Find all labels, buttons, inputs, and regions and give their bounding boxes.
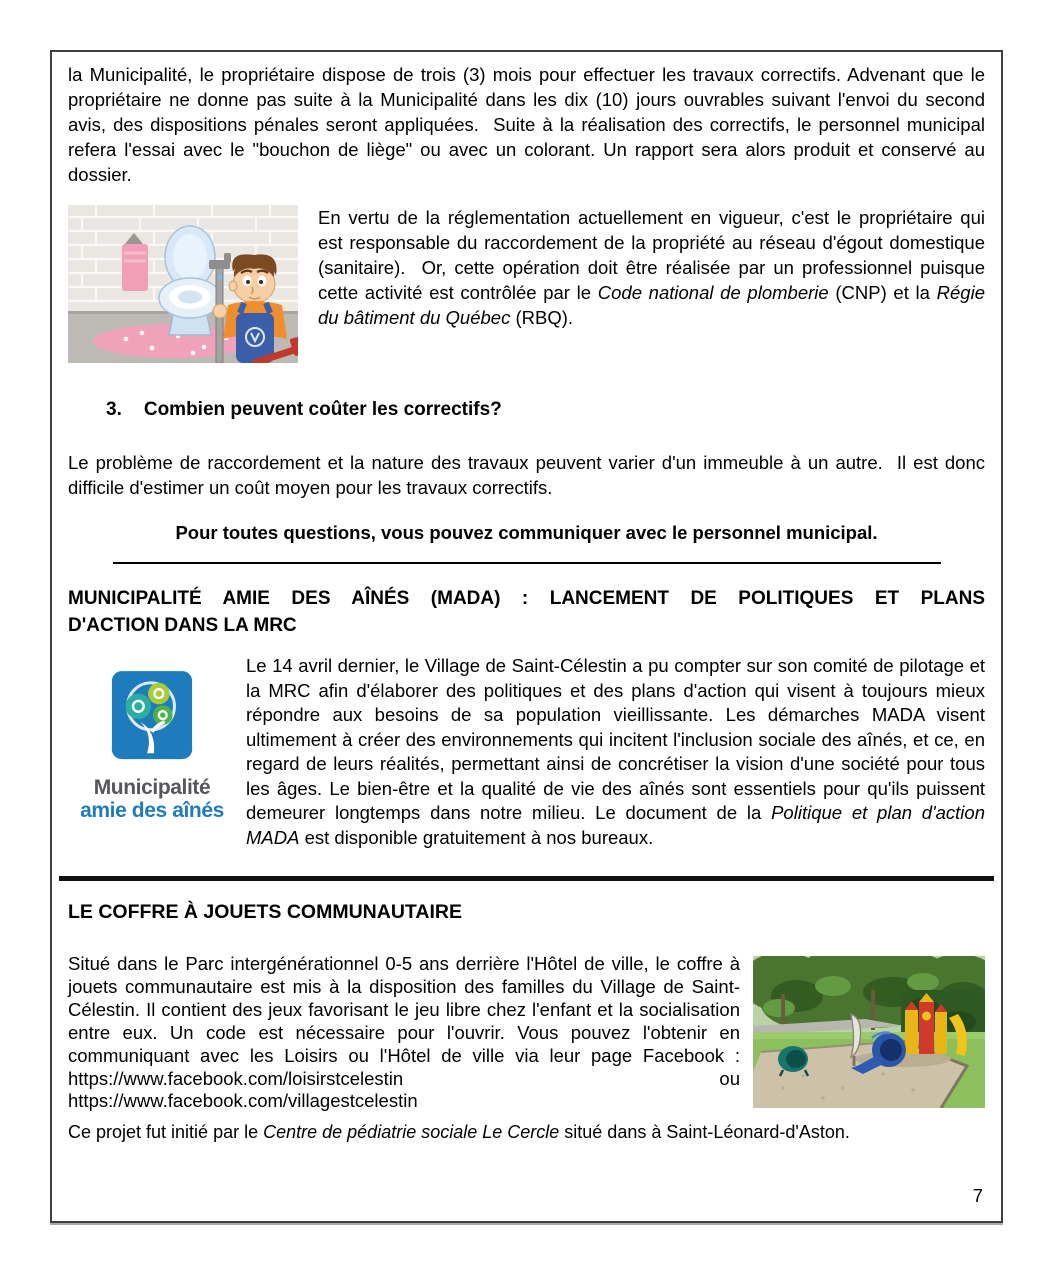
mada-heading-line2: D'ACTION DANS LA MRC	[68, 615, 297, 636]
mada-logo-text-amie-des-aines: amie des aînés	[80, 799, 224, 822]
coffre-paragraph: Situé dans le Parc intergénérationnel 0-5 ans derrière l'Hôtel de ville, le coffre à jouets communautaire est mis à la disposition des familles du Village de Saint-Célestin. Il contient des jeux favorisant le jeu libre chez l'enfant et la socialisation entre eux. Un code est nécessaire pour l'ouvrir. Vous pouvez l'obtenir en communiquant avec les Loisirs ou l'Hôtel de ville via leur page Facebook : https://www.facebook.com/loisirstcelestin ou https://www.facebook.com/villagestcelestin	[68, 953, 740, 1112]
intro-paragraph: la Municipalité, le propriétaire dispose de trois (3) mois pour effectuer les travaux correctifs. Advenant que le propriétaire ne donne pas suite à la Municipalité dans les dix (10) jours ouvrables suivant l'envoi du second avis, des dispositions pénales seront appliquées. Suite à la réalisation des correctifs, le personnel municipal refera l'essai avec le "bouchon de liège" ou avec un colorant. Un rapport sera alors produit et conservé au dossier.	[68, 64, 985, 185]
coffre-section	[68, 953, 985, 1114]
regulation-section	[68, 205, 985, 367]
separator-thin	[113, 562, 941, 564]
regulation-text: (CNP) et la	[828, 282, 937, 303]
coffre-footer-text: Ce projet fut initié par le	[68, 1122, 264, 1142]
coffre-footer-text: situé dans à Saint-Léonard-d'Aston.	[559, 1122, 850, 1142]
mada-section-heading	[68, 585, 985, 639]
centre-pediatrie-title: Centre de pédiatrie sociale Le Cercle	[263, 1122, 560, 1142]
contact-callout: Pour toutes questions, vous pouvez communiquer avec le personnel municipal.	[175, 522, 878, 543]
mada-logo	[68, 668, 236, 852]
mada-heading-line1: MUNICIPALITÉ AMIE DES AÎNÉS (MADA) : LANCEMENT DE POLITIQUES ET PLANS	[68, 588, 985, 609]
question-3-body: Le problème de raccordement et la nature des travaux peuvent varier d'un immeuble à un autre. Il est donc difficile d'estimer un coût moyen pour les travaux correctifs.	[68, 452, 985, 498]
playground-photo	[753, 956, 985, 1108]
coffre-section-heading: LE COFFRE À JOUETS COMMUNAUTAIRE	[68, 901, 462, 923]
mada-section	[68, 654, 985, 852]
mada-logo-text-municipalite: Municipalité	[93, 776, 211, 799]
page-number: 7	[972, 1185, 983, 1206]
page-content-frame	[50, 50, 1003, 1223]
mada-text: Le 14 avril dernier, le Village de Saint-Célestin a pu compter sur son comité de pilotage et la MRC afin d'élaborer des politiques et des plans d'action qui visent à toujours mieux répondre aux besoins de sa population vieillissante. Les démarches MADA visent ultimement à créer des environnements qui incitent l'inclusion sociale des aînés, et ce, en regard de leurs réalités, permettant ainsi de concrétiser la vision d'une société pour tous les âges. Le bien-être et la qualité de vie des aînés sont essentiels pour qu'ils puissent demeurer longtemps dans notre milieu. Le document de la	[246, 655, 985, 823]
separator-thick	[59, 876, 994, 881]
politique-mada-title: Politique et plan d'action MADA	[246, 802, 985, 848]
regie-batiment-title: Régie du bâtiment du Québec	[318, 282, 985, 328]
regulation-text: En vertu de la réglementation actuellement en vigueur, c'est le propriétaire qui est responsable du raccordement de la propriété au réseau d'égout domestique (sanitaire). Or, cette opération doit être réalisée par un professionnel puisque cette activité est contrôlée par le	[318, 207, 985, 303]
question-number: 3.	[106, 399, 122, 420]
coffre-footer	[68, 1120, 985, 1144]
plumber-toilet-illustration	[68, 205, 298, 363]
code-national-plomberie-title: Code national de plomberie	[597, 282, 829, 303]
question-3-heading	[106, 397, 985, 423]
question-title: Combien peuvent coûter les correctifs?	[143, 399, 502, 420]
regulation-text: (RBQ).	[510, 307, 574, 328]
mada-text: est disponible gratuitement à nos bureaux.	[299, 826, 654, 848]
mada-logo-tree-icon	[108, 668, 196, 772]
